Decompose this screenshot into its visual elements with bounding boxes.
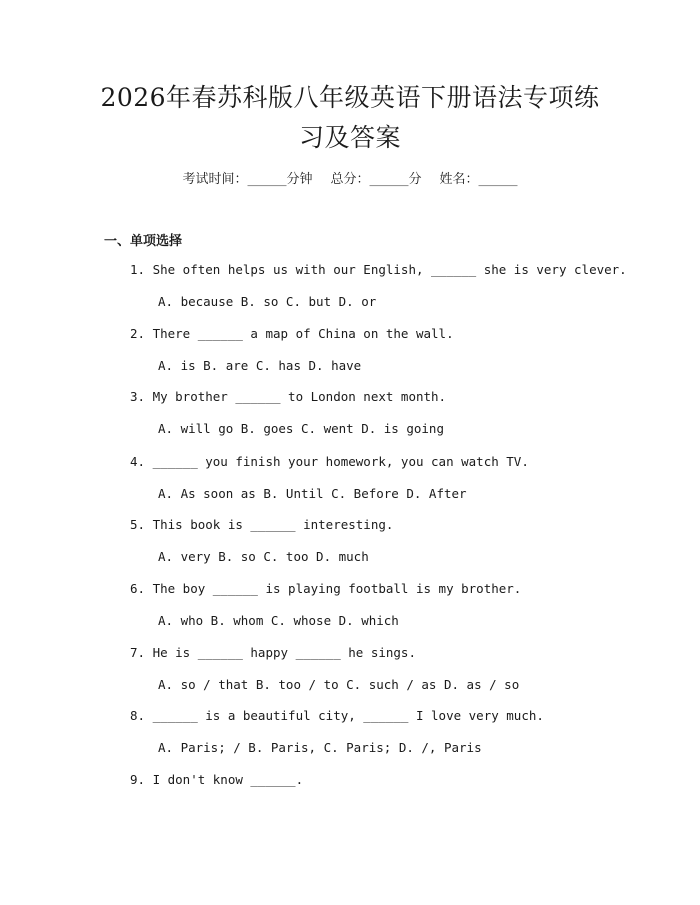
exam-score: 总分：______分	[330, 172, 422, 187]
question-1: 1. She often helps us with our English, ______ she is very clever.	[130, 262, 627, 277]
options-8: A. Paris; / B. Paris, C. Paris; D. /, Paris	[158, 740, 482, 755]
question-6: 6. The boy ______ is playing football is my brother.	[130, 581, 522, 596]
question-7: 7. He is ______ happy ______ he sings.	[130, 645, 416, 660]
section-heading: 一、单项选择	[104, 234, 183, 249]
question-4: 4. ______ you finish your homework, you can watch TV.	[130, 454, 529, 469]
options-7: A. so / that B. too / to C. such / as D. as / so	[158, 677, 520, 692]
exam-name: 姓名：______	[439, 172, 518, 187]
options-2: A. is B. are C. has D. have	[158, 358, 362, 373]
question-5: 5. This book is ______ interesting.	[130, 517, 394, 532]
title-line-1: 2026年春苏科版八年级英语下册语法专项练	[100, 83, 600, 112]
page-title	[60, 78, 640, 158]
title-line-2: 习及答案	[298, 123, 401, 152]
options-3: A. will go B. goes C. went D. is going	[158, 421, 444, 436]
question-3: 3. My brother ______ to London next month.	[130, 389, 447, 404]
options-6: A. who B. whom C. whose D. which	[158, 613, 399, 628]
question-9: 9. I don't know ______.	[130, 772, 304, 787]
question-2: 2. There ______ a map of China on the wall.	[130, 326, 454, 341]
question-8: 8. ______ is a beautiful city, ______ I love very much.	[130, 708, 544, 723]
exam-time: 考试时间：______分钟	[182, 172, 313, 187]
options-4: A. As soon as B. Until C. Before D. After	[158, 486, 467, 501]
options-5: A. very B. so C. too D. much	[158, 549, 369, 564]
exam-meta	[0, 168, 700, 187]
options-1: A. because B. so C. but D. or	[158, 294, 377, 309]
